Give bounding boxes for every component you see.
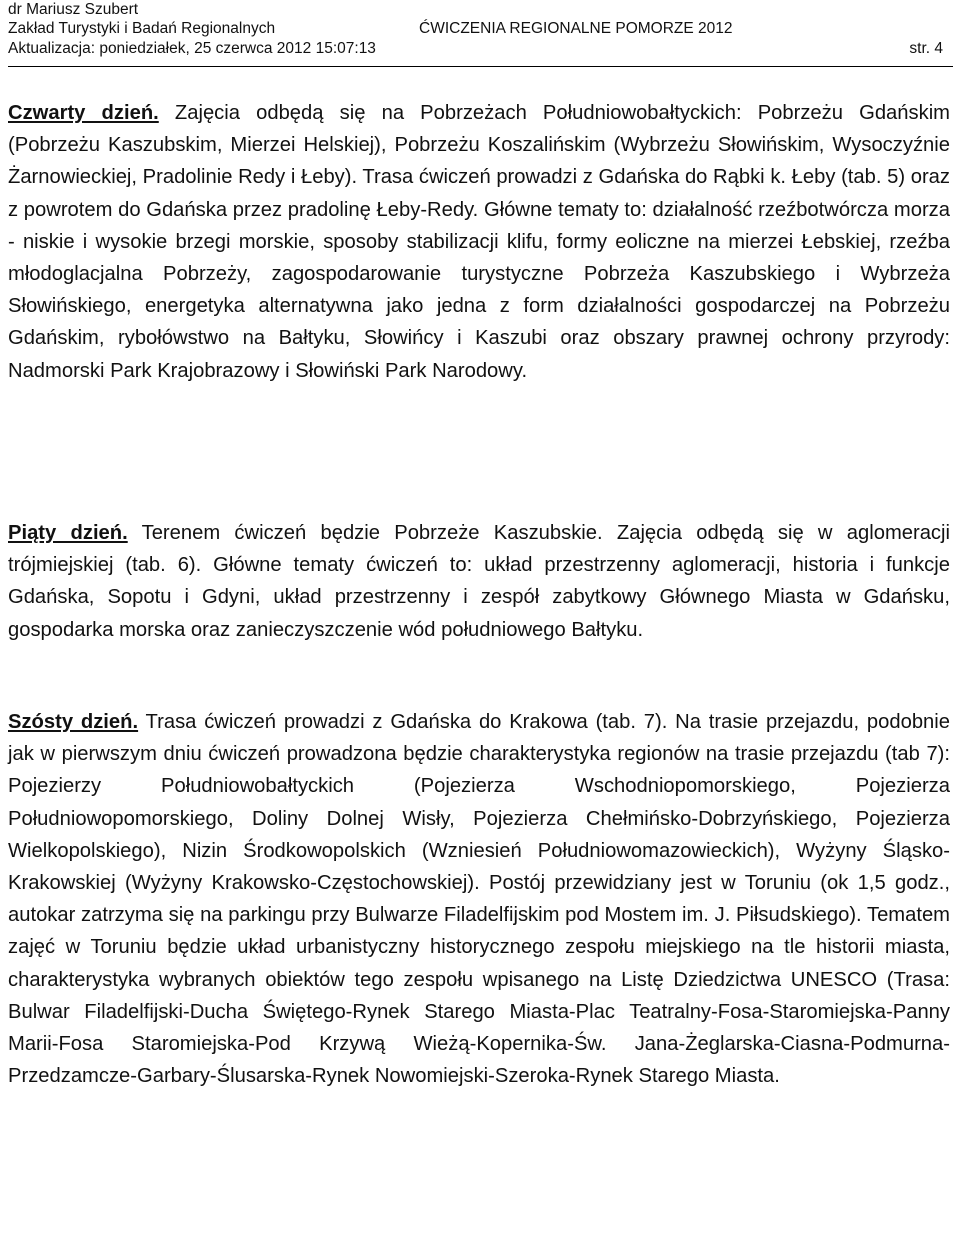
last-updated: Aktualizacja: poniedziałek, 25 czerwca 2012 15:07:13 bbox=[8, 40, 376, 57]
day-five-text: Terenem ćwiczeń będzie Pobrzeże Kaszubskie. Zajęcia odbędą się w aglomeracji trójmiejskiej (tab. 6). Główne tematy ćwiczeń to: układ przestrzenny aglomeracji, historia i funkcje Gdańska, Sopotu i Gdyni, układ przestrzenny i zespół zabytkowy Głównego Miasta w Gdańsku, gospodarka morska oraz zanieczyszczenie wód południowego Bałtyku. bbox=[8, 522, 950, 641]
day-four-heading: Czwarty dzień. bbox=[8, 102, 159, 124]
day-four-text: Zajęcia odbędą się na Pobrzeżach Południowobałtyckich: Pobrzeżu Gdańskim (Pobrzeżu Kaszubskim, Mierzei Helskiej), Pobrzeżu Koszalińskim (Wybrzeżu Słowińskim, Wysoczyźnie Żarnowieckiej, Pradolinie Redy i Łeby). Trasa ćwiczeń prowadzi z Gdańska do Rąbki k. Łeby (tab. 5) oraz z powrotem do Gdańska przez pradolinę Łeby-Redy. Główne tematy to: działalność rzeźbotwórcza morza - niskie i wysokie brzegi morskie, sposoby stabilizacji klifu, formy eoliczne na mierzei Łebskiej, rzeźba młodoglacjalna Pobrzeży, zagospodarowanie turystyczne Pobrzeża Kaszubskiego i Wybrzeża Słowińskiego, energetyka alternatywna jako jedna z form działalności gospodarczej na Pobrzeżu Gdańskim, rybołówstwo na Bałtyku, Słowińcy i Kaszubi oraz obszary prawnej ochrony przyrody: Nadmorski Park Krajobrazowy i Słowiński Park Narodowy. bbox=[8, 102, 951, 382]
page-header bbox=[8, 0, 953, 67]
author-name: dr Mariusz Szubert bbox=[8, 1, 139, 18]
day-six-heading: Szósty dzień. bbox=[8, 711, 139, 733]
course-title: ĆWICZENIA REGIONALNE POMORZE 2012 bbox=[419, 20, 733, 37]
institute-name: Zakład Turystyki i Badań Regionalnych bbox=[8, 20, 276, 37]
day-five-paragraph bbox=[8, 517, 950, 646]
page-number: str. 4 bbox=[909, 40, 943, 57]
day-five-heading: Piąty dzień. bbox=[8, 522, 128, 544]
day-six-text: Trasa ćwiczeń prowadzi z Gdańska do Krakowa (tab. 7). Na trasie przejazdu, podobnie jak w pierwszym dniu ćwiczeń prowadzona będzie charakterystyka regionów na trasie przejazdu (tab 7): Pojezierzy Południowobałtyckich (Pojezierza Wschodniopomorskiego, Pojezierza Południowopomorskiego, Doliny Dolnej Wisły, Pojezierza Chełmińsko-Dobrzyńskiego, Pojezierza Wielkopolskiego), Nizin Środkowopolskich (Wzniesień Południowomazowieckich), Wyżyny Śląsko-Krakowskiej (Wyżyny Krakowsko-Częstochowskiej). Postój przewidziany jest w Toruniu (ok 1,5 godz., autokar zatrzyma się na parkingu przy Bulwarze Filadelfijskim pod Mostem im. J. Piłsudskiego). Tematem zajęć w Toruniu będzie układ urbanistyczny historycznego zespołu miejskiego na tle historii miasta, charakterystyka wybranych obiektów tego zespołu wpisanego na Listę Dziedzictwa UNESCO (Trasa: Bulwar Filadelfijski-Ducha Świętego-Rynek Starego Miasta-Plac Teatralny-Fosa-Staromiejska-Panny Marii-Fosa Staromiejska-Pod Krzywą Wieżą-Kopernika-Św. Jana-Żeglarska-Ciasna-Podmurna-Przedzamcze-Garbary-Ślusarska-Rynek Nowomiejski-Szeroka-Rynek Starego Miasta. bbox=[8, 711, 950, 1088]
day-six-paragraph bbox=[8, 706, 950, 1092]
day-four-paragraph bbox=[8, 97, 950, 387]
